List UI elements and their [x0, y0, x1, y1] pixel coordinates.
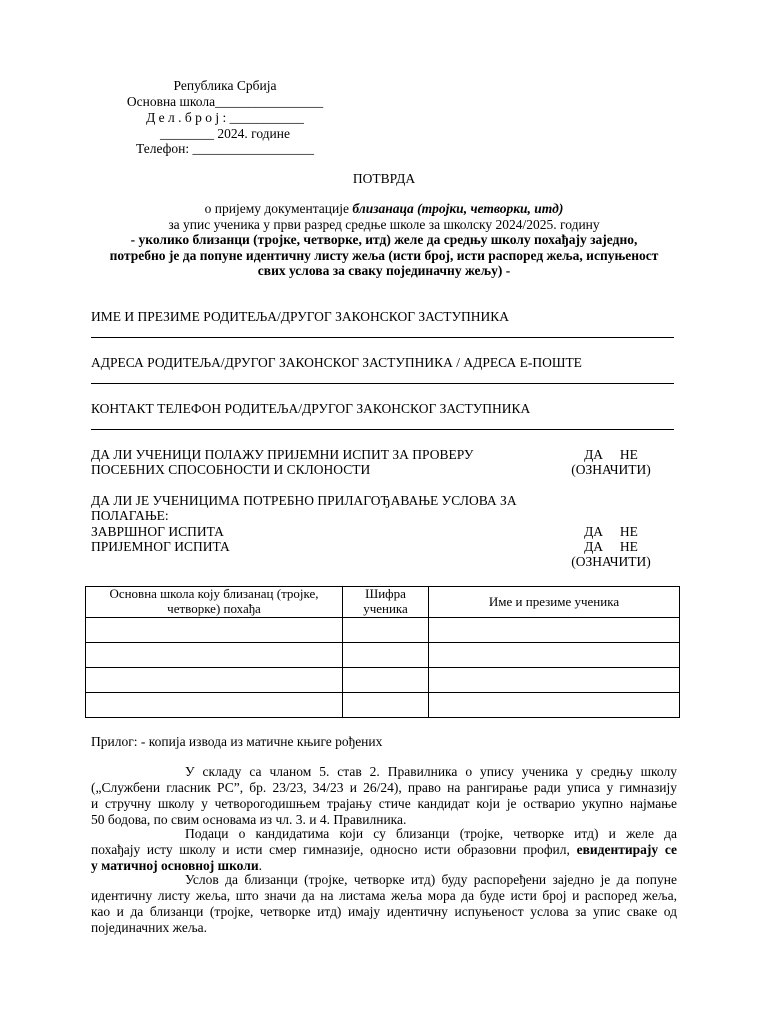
adapt-entrance-exam: ПРИЈЕМНОГ ИСПИТА: [91, 539, 230, 554]
paragraph-conditions-line: појединачних жеља.: [91, 920, 207, 935]
paragraph-conditions-line: Услов да близанци (тројке, четворке итд) буду распоређени заједно је да попуне: [185, 872, 677, 887]
field-parent-address-line[interactable]: [91, 383, 674, 384]
exam-question-line1: ДА ЛИ УЧЕНИЦИ ПОЛАЖУ ПРИЈЕМНИ ИСПИТ ЗА ПРОВЕРУ: [91, 447, 474, 462]
table-cell-code[interactable]: [343, 693, 429, 718]
table-row: [86, 618, 680, 643]
header-phone: Телефон: __________________: [136, 141, 314, 156]
attachment-note: Прилог: - копија извода из матичне књиге рођених: [91, 734, 383, 749]
exam-mark-label: (ОЗНАЧИТИ): [571, 462, 651, 477]
paragraph-rules: [91, 764, 677, 828]
header-school: Основна школа________________: [126, 94, 324, 109]
subtitle-line1: [84, 201, 684, 217]
subtitle-line4: потребно је да попуне идентичну листу жеља (исти број, исти распоред жеља, испуњеност: [109, 248, 659, 263]
field-parent-phone-line[interactable]: [91, 429, 674, 430]
paragraph-rules-line: и стручну школу у четворогодишњем трајању стиче кандидат који је остварио укупно најмање: [91, 796, 677, 811]
subtitle-line2: за упис ученика у први разред средње школе за школску 2024/2025. годину: [168, 217, 600, 232]
adapt-mark-label: (ОЗНАЧИТИ): [571, 554, 651, 569]
exam-question-line2: ПОСЕБНИХ СПОСОБНОСТИ И СКЛОНОСТИ: [91, 462, 371, 477]
field-parent-phone-label: КОНТАКТ ТЕЛЕФОН РОДИТЕЉА/ДРУГОГ ЗАКОНСКОГ ЗАСТУПНИКА: [91, 401, 531, 416]
adapt-entrance-yes-no[interactable]: ДА НЕ: [584, 539, 638, 554]
table-header-row: [86, 587, 680, 618]
table-cell-name[interactable]: [429, 668, 680, 693]
table-row: [86, 643, 680, 668]
table-cell-code[interactable]: [343, 668, 429, 693]
col-code-header: Шифра ученика: [343, 587, 429, 618]
table-cell-name[interactable]: [429, 618, 680, 643]
adapt-final-exam: ЗАВРШНОГ ИСПИТА: [91, 524, 224, 539]
table-cell-code[interactable]: [343, 643, 429, 668]
paragraph-rules-line: 50 бодова, по свим основама из чл. 3. и 4. Правилника.: [91, 812, 407, 827]
exam-yes-no[interactable]: ДА НЕ: [584, 447, 638, 462]
table-row: [86, 668, 680, 693]
table-row: [86, 693, 680, 718]
paragraph-records: [91, 826, 677, 874]
paragraph-records-bold-school: у матичној основној школи: [91, 858, 259, 873]
document-title: ПОТВРДА: [352, 171, 416, 186]
subtitle-line1-prefix: о пријему документације: [204, 201, 349, 216]
col-name-header: Име и презиме ученика: [429, 587, 680, 618]
paragraph-records-line: Подаци о кандидатима који су близанци (тројке, четворке итд) и желе да: [185, 826, 677, 841]
adapt-final-yes-no[interactable]: ДА НЕ: [584, 524, 638, 539]
paragraph-records-text: похађају исту школу и исти смер гимназије, односно исти образовни профил,: [91, 842, 570, 857]
subtitle-line3: - уколико близанци (тројке, четворке, итд) желе да средњу школу похађају заједно,: [130, 232, 638, 247]
subtitle-line1-emph: близанаца (тројки, четворки, итд): [352, 201, 564, 216]
header-del-broj: Д е л . б р о ј : ___________: [146, 110, 304, 125]
students-table: [85, 586, 680, 718]
header-republic: Република Србија: [173, 78, 277, 93]
adapt-question-line1: ДА ЛИ ЈЕ УЧЕНИЦИМА ПОТРЕБНО ПРИЛАГОЂАВАЊЕ УСЛОВА ЗА: [91, 493, 517, 508]
table-cell-school[interactable]: [86, 693, 343, 718]
header-date: ________ 2024. године: [160, 126, 290, 141]
paragraph-conditions-line: идентичну листу жеља, што значи да на листама жеља мора да буде исти број и распоред жеља,: [91, 888, 677, 903]
adapt-question-line2: ПОЛАГАЊЕ:: [91, 508, 169, 523]
table-cell-name[interactable]: [429, 643, 680, 668]
paragraph-conditions-line: као и да близанци (тројке, четворке итд) имају идентичну испуњеност услова за упис сваке од: [91, 904, 677, 919]
col-school-header: Основна школа коју близанац (тројке, четворке) похађа: [86, 587, 343, 618]
paragraph-conditions: [91, 872, 677, 936]
table-cell-code[interactable]: [343, 618, 429, 643]
field-parent-name-label: ИМЕ И ПРЕЗИМЕ РОДИТЕЉА/ДРУГОГ ЗАКОНСКОГ ЗАСТУПНИКА: [91, 309, 510, 324]
paragraph-records-line: [91, 842, 677, 858]
table-cell-school[interactable]: [86, 668, 343, 693]
table-cell-school[interactable]: [86, 618, 343, 643]
paragraph-records-bold: евидентирају се: [576, 842, 677, 857]
table-cell-school[interactable]: [86, 643, 343, 668]
paragraph-rules-line: („Службени гласник РС”, бр. 23/23, 34/23 и 26/24), право на рангирање ради уписа у гимназију: [91, 780, 677, 795]
table-cell-name[interactable]: [429, 693, 680, 718]
field-parent-name-line[interactable]: [91, 337, 674, 338]
subtitle-line5: свих услова за сваку појединачну жељу) -: [257, 263, 511, 278]
paragraph-records-period: .: [258, 858, 262, 873]
paragraph-rules-line: У складу са чланом 5. став 2. Правилника о упису ученика у средњу школу: [185, 764, 677, 779]
field-parent-address-label: АДРЕСА РОДИТЕЉА/ДРУГОГ ЗАКОНСКОГ ЗАСТУПНИКА / АДРЕСА Е-ПОШТЕ: [91, 355, 582, 370]
